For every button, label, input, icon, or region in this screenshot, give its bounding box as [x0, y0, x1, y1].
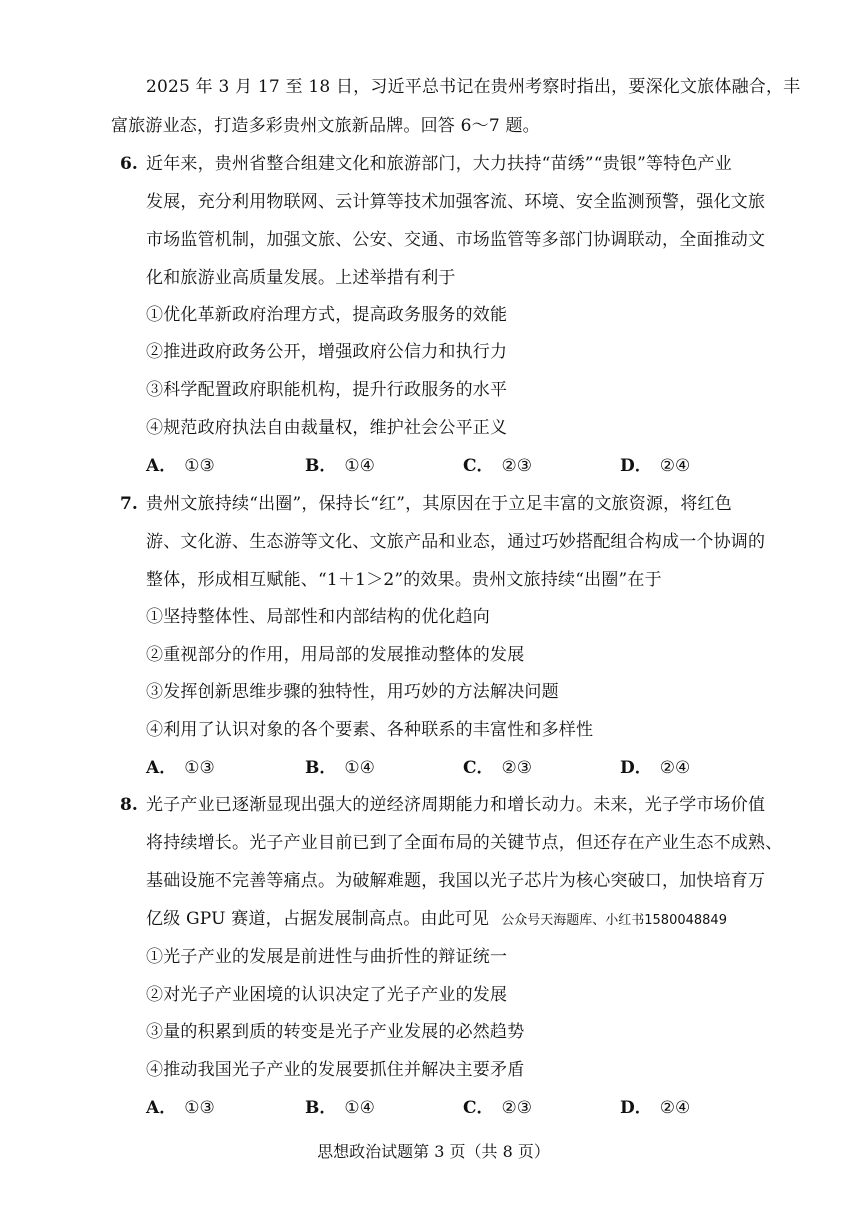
- question-6-stem-line: 近年来，贵州省整合组建文化和旅游部门，大力扶持“苗绣”“贵银”等特色产业: [146, 154, 732, 174]
- question-8-option: ①光子产业的发展是前进性与曲折性的辩证统一: [146, 947, 508, 967]
- question-7-option: ③发挥创新思维步骤的独特性，用巧妙的方法解决问题: [146, 682, 559, 702]
- question-6-option: ②推进政府政务公开，增强政府公信力和执行力: [146, 342, 508, 362]
- question-6-choice-c: C． ②③: [463, 456, 533, 476]
- question-8-choice-a: A． ①③: [146, 1098, 215, 1118]
- question-6-option: ④规范政府执法自由裁量权，维护社会公平正义: [146, 418, 508, 438]
- question-8-stem-line: 光子产业已逐渐显现出强大的逆经济周期能力和增长动力。未来，光子学市场价值: [146, 795, 766, 815]
- question-6-choice-b: B． ①④: [305, 456, 375, 476]
- page-footer: 思想政治试题第 3 页（共 8 页）: [317, 1142, 550, 1161]
- question-8-choice-b: B． ①④: [305, 1098, 375, 1118]
- question-6-option: ①优化革新政府治理方式，提高政务服务的效能: [146, 305, 508, 325]
- question-6-choice-a: A． ①③: [146, 456, 215, 476]
- question-8-option: ④推动我国光子产业的发展要抓住并解决主要矛盾: [146, 1060, 525, 1080]
- question-8-option: ②对光子产业困境的认识决定了光子产业的发展: [146, 985, 508, 1005]
- question-8-choice-c: C． ②③: [463, 1098, 533, 1118]
- intro-line-1: 2025 年 3 月 17 至 18 日，习近平总书记在贵州考察时指出，要深化文旅体融合，丰: [146, 77, 801, 97]
- question-7-choice-b: B． ①④: [305, 758, 375, 778]
- question-7-choice-a: A． ①③: [146, 758, 215, 778]
- question-6-number: 6.: [120, 154, 138, 174]
- question-6-stem-line: 化和旅游业高质量发展。上述举措有利于: [146, 268, 456, 288]
- question-8-stem-line: 基础设施不完善等痛点。为破解难题，我国以光子芯片为核心突破口，加快培育万: [146, 871, 766, 891]
- question-6-choice-d: D． ②④: [620, 456, 691, 476]
- question-8-number: 8.: [120, 795, 138, 815]
- question-7-choice-d: D． ②④: [620, 758, 691, 778]
- question-7-stem-line: 整体，形成相互赋能、“1＋1＞2”的效果。贵州文旅持续“出圈”在于: [146, 570, 662, 590]
- question-7-option: ①坚持整体性、局部性和内部结构的优化趋向: [146, 607, 490, 627]
- question-6-stem-line: 发展，充分利用物联网、云计算等技术加强客流、环境、安全监测预警，强化文旅: [146, 192, 766, 212]
- watermark-text: 公众号天海题库、小红书1580048849: [501, 913, 727, 928]
- question-6-option: ③科学配置政府职能机构，提升行政服务的水平: [146, 380, 508, 400]
- question-7-stem-line: 贵州文旅持续“出圈”，保持长“红”，其原因在于立足丰富的文旅资源，将红色: [146, 494, 732, 514]
- question-8-choice-d: D． ②④: [620, 1098, 691, 1118]
- question-7-number: 7.: [120, 494, 138, 514]
- question-6-stem-line: 市场监管机制，加强文旅、公安、交通、市场监管等多部门协调联动，全面推动文: [146, 230, 766, 250]
- question-7-choice-c: C． ②③: [463, 758, 533, 778]
- question-7-option: ④利用了认识对象的各个要素、各种联系的丰富性和多样性: [146, 720, 594, 740]
- question-8-option: ③量的积累到质的转变是光子产业发展的必然趋势: [146, 1022, 525, 1042]
- question-8-stem-line: 亿级 GPU 赛道，占据发展制高点。由此可见 公众号天海题库、小红书1580048849: [146, 909, 727, 929]
- question-7-stem-line: 游、文化游、生态游等文化、文旅产品和业态，通过巧妙搭配组合构成一个协调的: [146, 532, 766, 552]
- intro-line-2: 富旅游业态，打造多彩贵州文旅新品牌。回答 6～7 题。: [111, 116, 540, 136]
- question-8-stem-line: 将持续增长。光子产业目前已到了全面布局的关键节点，但还存在产业生态不成熟、: [146, 833, 783, 853]
- question-7-option: ②重视部分的作用，用局部的发展推动整体的发展: [146, 645, 525, 665]
